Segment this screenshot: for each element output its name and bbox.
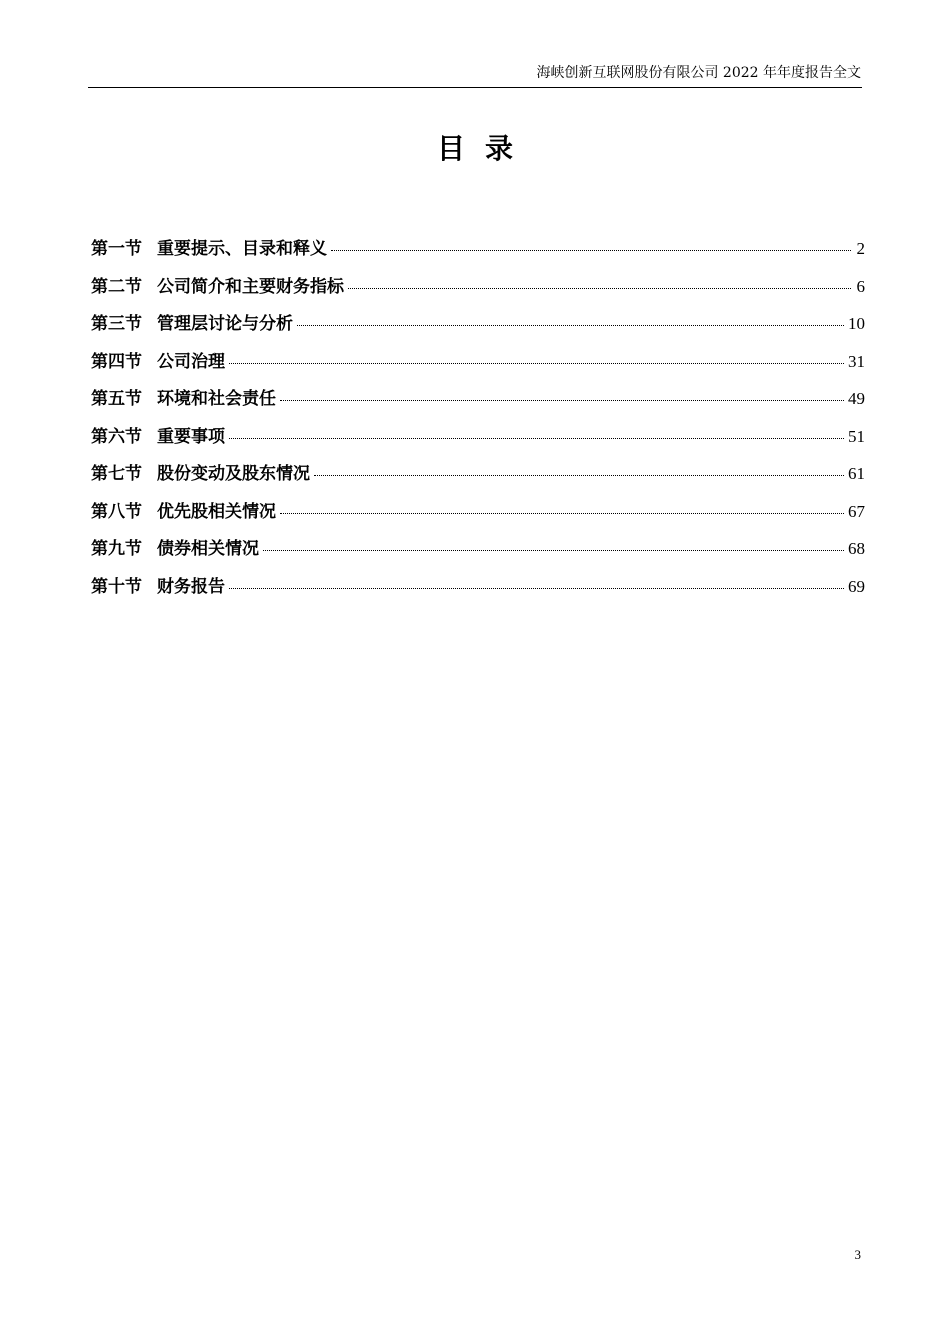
toc-section-title: 重要事项 — [157, 426, 225, 447]
toc-page-number: 67 — [848, 501, 865, 521]
toc-page-number: 49 — [848, 389, 865, 408]
toc-entry[interactable] — [91, 348, 865, 386]
running-header: 海峡创新互联网股份有限公司 2022 年年度报告全文 — [536, 65, 861, 81]
toc-page-number: 69 — [848, 576, 865, 596]
toc-section-number: 第九节 — [91, 539, 142, 559]
toc-section-number: 第八节 — [91, 501, 142, 522]
toc-section-title: 股份变动及股东情况 — [157, 464, 310, 484]
toc-section-number: 第七节 — [91, 464, 142, 484]
toc-section-title: 公司简介和主要财务指标 — [157, 276, 344, 297]
toc-entry[interactable] — [91, 273, 865, 311]
toc-page-number: 31 — [848, 351, 865, 371]
toc-page-number: 6 — [856, 276, 865, 296]
toc-dot-leader — [331, 250, 851, 251]
toc-dot-leader — [314, 475, 844, 476]
toc-section-number: 第六节 — [91, 426, 142, 447]
toc-page-number: 68 — [848, 539, 865, 558]
toc-dot-leader — [297, 325, 844, 326]
table-of-contents — [91, 235, 865, 610]
toc-entry[interactable] — [91, 423, 865, 461]
toc-entry[interactable] — [91, 460, 865, 498]
toc-page-number: 2 — [856, 239, 865, 258]
toc-dot-leader — [229, 438, 844, 439]
toc-entry[interactable] — [91, 385, 865, 423]
toc-dot-leader — [280, 513, 844, 514]
toc-page-number: 10 — [848, 314, 865, 333]
toc-page-number: 61 — [848, 464, 865, 483]
toc-section-title: 优先股相关情况 — [157, 501, 276, 522]
toc-section-number: 第二节 — [91, 276, 142, 297]
toc-section-title: 环境和社会责任 — [157, 389, 276, 409]
toc-entry[interactable] — [91, 498, 865, 536]
toc-section-title: 管理层讨论与分析 — [157, 314, 293, 334]
toc-section-number: 第一节 — [91, 239, 142, 259]
toc-entry[interactable] — [91, 573, 865, 611]
header-divider — [88, 87, 862, 88]
page-number: 3 — [854, 1247, 861, 1262]
toc-section-number: 第五节 — [91, 389, 142, 409]
toc-section-title: 财务报告 — [157, 576, 225, 597]
page-title: 目录 — [436, 132, 533, 165]
toc-dot-leader — [229, 588, 844, 589]
toc-section-title: 公司治理 — [157, 351, 225, 372]
toc-section-number: 第四节 — [91, 351, 142, 372]
toc-dot-leader — [263, 550, 844, 551]
toc-page-number: 51 — [848, 426, 865, 446]
toc-dot-leader — [229, 363, 844, 364]
toc-entry[interactable] — [91, 310, 865, 348]
toc-section-number: 第三节 — [91, 314, 142, 334]
toc-dot-leader — [348, 288, 851, 289]
toc-dot-leader — [280, 400, 844, 401]
toc-section-title: 重要提示、目录和释义 — [157, 239, 327, 259]
toc-section-title: 债券相关情况 — [157, 539, 259, 559]
toc-entry[interactable] — [91, 535, 865, 573]
toc-section-number: 第十节 — [91, 576, 142, 597]
toc-entry[interactable] — [91, 235, 865, 273]
